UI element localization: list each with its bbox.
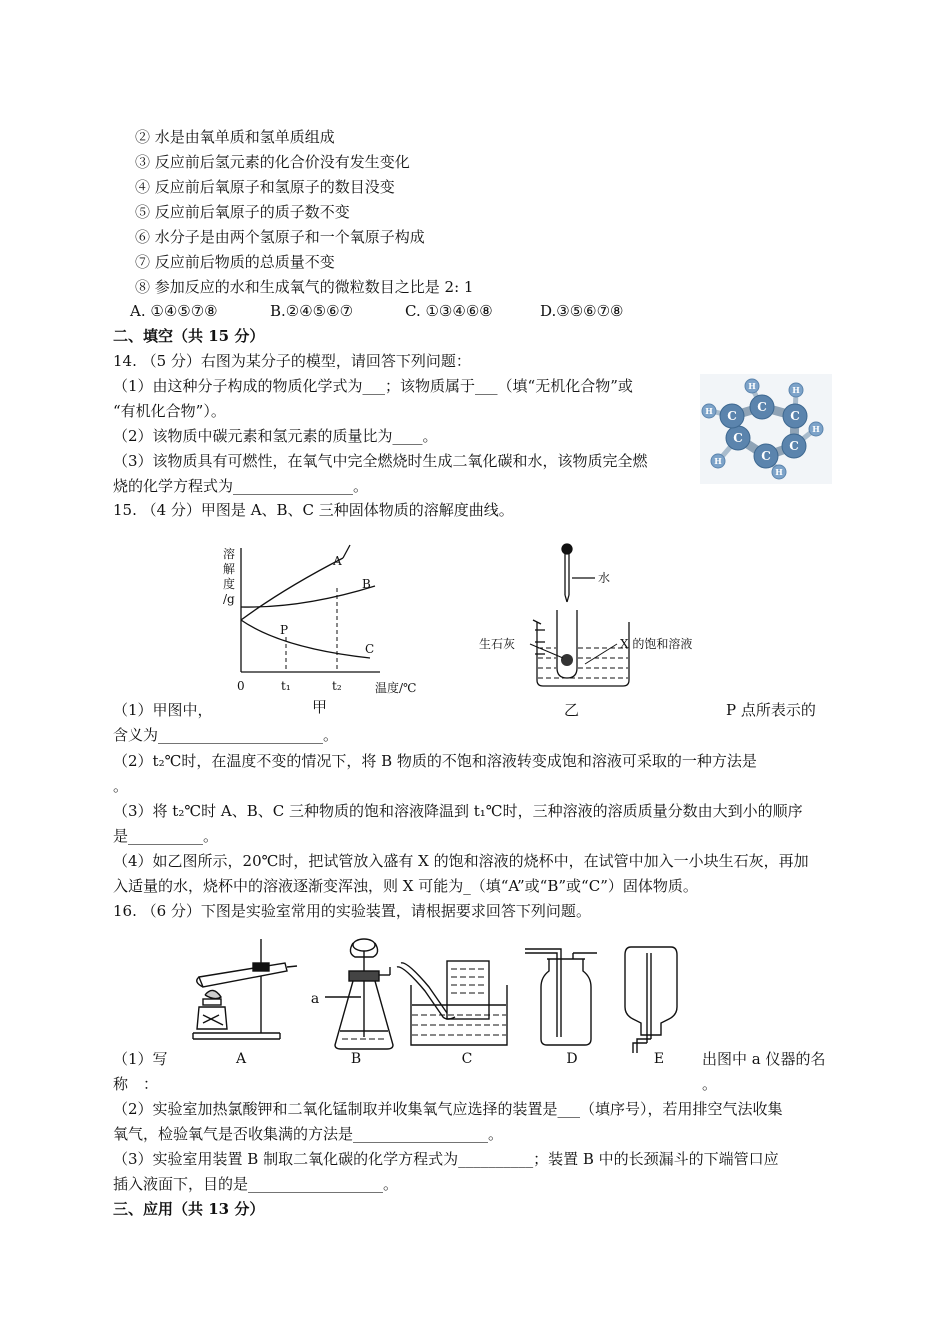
q14-stem: 14. （5 分）右图为某分子的模型，请回答下列问题： [113, 352, 471, 370]
q13-item-8: ⑧ 参加反应的水和生成氧气的微粒数目之比是 2: 1 [135, 278, 474, 296]
curve-b-label: B [362, 577, 371, 591]
apparatus-c-label: C [461, 1051, 473, 1067]
lab-apparatus-figure [185, 935, 695, 1070]
quicklime-label: 生石灰 [479, 637, 516, 651]
q16-part3-line2: 插入液面下，目的是__________________。 [113, 1175, 399, 1193]
atom-c-1: C [757, 400, 767, 414]
fig-yi-caption: 乙 [564, 701, 580, 719]
q16-part2-line1: （2）实验室加热氯酸钾和二氧化锰制取并收集氧气应选择的装置是___（填序号），若用排空气法收集 [113, 1100, 783, 1118]
fig-jia-caption: 甲 [312, 698, 328, 716]
apparatus-e-label: E [653, 1051, 665, 1067]
atom-h-5: H [714, 456, 722, 466]
q15-part1-line2: 含义为______________________。 [113, 726, 339, 744]
atom-c-5: C [733, 431, 743, 445]
apparatus-b-label: B [350, 1051, 362, 1067]
q16-part1-right: 出图中 a 仪器的名 [702, 1050, 826, 1068]
q15-part1-right: P 点所表示的 [726, 701, 816, 719]
q15-part2-line2: 。 [113, 777, 129, 795]
q15-part1-left: （1）甲图中， [113, 701, 213, 719]
curve-c-label: C [365, 642, 375, 656]
q14-part1-line1: （1）由这种分子构成的物质化学式为___；该物质属于___（填“无机化合物”或 [113, 377, 633, 395]
q14-part3-line2: 烧的化学方程式为________________。 [113, 477, 369, 495]
curve-a-label: A [333, 554, 342, 568]
q14-part3-line1: （3）该物质具有可燃性，在氧气中完全燃烧时生成二氧化碳和水，该物质完全燃 [113, 452, 648, 470]
q16-part1-left: （1）写 [113, 1050, 168, 1068]
q15-part2-line1: （2）t₂℃时，在温度不变的情况下，将 B 物质的不饱和溶液转变成饱和溶液可采取的一种方法是 [113, 752, 757, 770]
saturated-solution-label: X 的饱和溶液 [620, 637, 693, 651]
origin-label: 0 [237, 679, 245, 693]
fig-jia-ylabel-3: 度 [223, 577, 236, 591]
q13-option-b: B.②④⑤⑥⑦ [270, 302, 354, 320]
atom-h-1: H [748, 381, 756, 391]
atom-h-4: H [775, 467, 783, 477]
section3-heading: 三、应用（共 13 分） [113, 1200, 265, 1218]
q14-part2: （2）该物质中碳元素和氢元素的质量比为____。 [113, 427, 438, 445]
q15-part4-line2: 入适量的水，烧杯中的溶液逐渐变浑浊，则 X 可能为_（填“A”或“B”或“C”）固体物质。 [113, 877, 698, 895]
curve-a [241, 558, 343, 620]
apparatus-a-label: A [235, 1051, 247, 1067]
xaxis-label: 温度/℃ [375, 681, 417, 695]
atom-c-2: C [790, 409, 800, 423]
atom-c-6: C [727, 409, 737, 423]
beaker-figure [475, 540, 715, 690]
q13-item-3: ③ 反应前后氢元素的化合价没有发生变化 [135, 153, 410, 171]
curve-c [241, 620, 370, 658]
q13-item-4: ④ 反应前后氧原子和氢原子的数目没变 [135, 178, 395, 196]
fig-jia-ylabel-4: /g [223, 592, 235, 606]
point-p-label: P [280, 623, 289, 637]
q13-item-7: ⑦ 反应前后物质的总质量不变 [135, 253, 335, 271]
t2-label: t₂ [332, 679, 342, 693]
q16-part1-line2-right: 。 [702, 1075, 718, 1093]
q14-part1-line2: “有机化合物”）。 [113, 402, 226, 420]
atom-h-2: H [792, 385, 800, 395]
fig-jia-ylabel-2: 解 [223, 562, 236, 576]
q16-part3-line1: （3）实验室用装置 B 制取二氧化碳的化学方程式为__________；装置 B 中的长颈漏斗的下端管口应 [113, 1150, 779, 1168]
q13-item-5: ⑤ 反应前后氧原子的质子数不变 [135, 203, 350, 221]
q16-part2-line2: 氧气，检验氧气是否收集满的方法是__________________。 [113, 1125, 504, 1143]
apparatus-d-label: D [566, 1051, 578, 1067]
q16-stem: 16. （6 分）下图是实验室常用的实验装置，请根据要求回答下列问题。 [113, 902, 591, 920]
q15-part3-line1: （3）将 t₂℃时 A、B、C 三种物质的饱和溶液降温到 t₁℃时，三种溶液的溶质质量分数由大到小的顺序 [113, 802, 803, 820]
t1-label: t₁ [281, 679, 291, 693]
instrument-a-label: a [310, 991, 320, 1007]
fig-jia-ylabel-1: 溶 [223, 547, 236, 561]
atom-h-3: H [812, 424, 820, 434]
benzene-model-figure [700, 374, 832, 484]
q13-option-a: A. ①④⑤⑦⑧ [130, 302, 218, 320]
q13-option-d: D.③⑤⑥⑦⑧ [540, 302, 624, 320]
atom-c-3: C [789, 439, 799, 453]
q13-option-c: C. ①③④⑥⑧ [405, 302, 493, 320]
curve-b [241, 586, 375, 607]
q15-part4-line1: （4）如乙图所示，20℃时，把试管放入盛有 X 的饱和溶液的烧杯中，在试管中加入一小块生石灰，再加 [113, 852, 809, 870]
section2-heading: 二、填空（共 15 分） [113, 327, 265, 345]
q15-stem: 15. （4 分）甲图是 A、B、C 三种固体物质的溶解度曲线。 [113, 501, 514, 519]
atom-h-6: H [705, 406, 713, 416]
q16-part1-line2-left: 称 ： [113, 1075, 159, 1093]
q15-part3-line2: 是__________。 [113, 827, 219, 845]
water-label: 水 [598, 571, 611, 585]
atom-c-4: C [761, 449, 771, 463]
q13-item-6: ⑥ 水分子是由两个氢原子和一个氧原子构成 [135, 228, 425, 246]
quicklime-lump [561, 654, 573, 666]
solubility-curve-figure [215, 540, 430, 720]
q13-item-2: ② 水是由氧单质和氢单质组成 [135, 128, 335, 146]
